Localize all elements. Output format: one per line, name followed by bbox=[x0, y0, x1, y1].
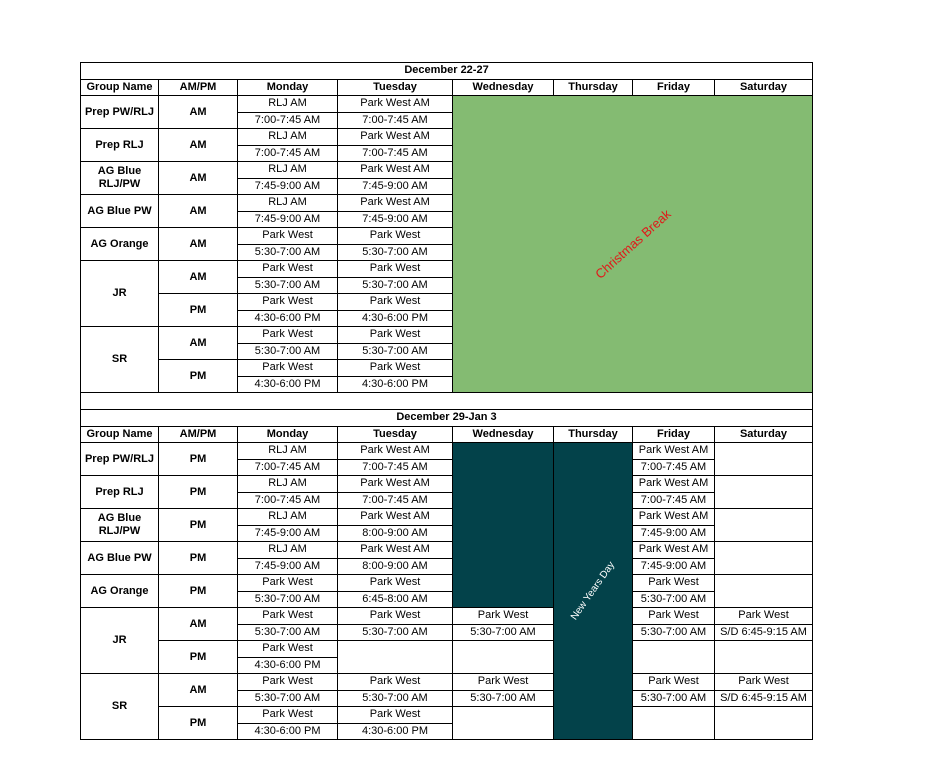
week1-header-thursday: Thursday bbox=[554, 79, 633, 96]
tuesday-location: Park West bbox=[338, 228, 453, 245]
wednesday-closed-block bbox=[453, 443, 554, 608]
friday-time: 7:45-9:00 AM bbox=[633, 558, 715, 575]
tuesday-time: 5:30-7:00 AM bbox=[338, 277, 453, 294]
wednesday-time: 5:30-7:00 AM bbox=[453, 624, 554, 641]
schedule-table bbox=[80, 62, 813, 740]
monday-location: RLJ AM bbox=[238, 509, 338, 526]
new-years-day-block bbox=[554, 443, 633, 740]
ampm-cell: PM bbox=[159, 542, 238, 575]
tuesday-time: 7:00-7:45 AM bbox=[338, 112, 453, 129]
monday-location: Park West bbox=[238, 228, 338, 245]
week1-header-wednesday: Wednesday bbox=[453, 79, 554, 96]
christmas-break-block bbox=[453, 96, 813, 393]
ampm-cell: AM bbox=[159, 195, 238, 228]
monday-location: Park West bbox=[238, 360, 338, 377]
group-name: SR bbox=[81, 327, 159, 393]
ampm-cell: PM bbox=[159, 476, 238, 509]
monday-location: RLJ AM bbox=[238, 195, 338, 212]
week-separator bbox=[81, 393, 813, 410]
group-name: AG Blue PW bbox=[81, 195, 159, 228]
saturday-empty bbox=[715, 707, 813, 740]
group-name: AG Orange bbox=[81, 228, 159, 261]
saturday-time: S/D 6:45-9:15 AM bbox=[715, 690, 813, 707]
tuesday-time: 8:00-9:00 AM bbox=[338, 558, 453, 575]
monday-time: 4:30-6:00 PM bbox=[238, 657, 338, 674]
tuesday-time: 7:00-7:45 AM bbox=[338, 492, 453, 509]
monday-location: Park West bbox=[238, 608, 338, 625]
tuesday-time: 5:30-7:00 AM bbox=[338, 690, 453, 707]
tuesday-location: Park West bbox=[338, 674, 453, 691]
friday-time: 7:00-7:45 AM bbox=[633, 492, 715, 509]
monday-location: RLJ AM bbox=[238, 96, 338, 113]
tuesday-time: 7:00-7:45 AM bbox=[338, 145, 453, 162]
ampm-cell: AM bbox=[159, 327, 238, 360]
saturday-empty bbox=[715, 575, 813, 608]
saturday-empty bbox=[715, 443, 813, 476]
tuesday-time: 5:30-7:00 AM bbox=[338, 624, 453, 641]
monday-time: 5:30-7:00 AM bbox=[238, 690, 338, 707]
ampm-cell: PM bbox=[159, 575, 238, 608]
tuesday-location: Park West AM bbox=[338, 542, 453, 559]
ampm-cell: AM bbox=[159, 129, 238, 162]
monday-location: Park West bbox=[238, 327, 338, 344]
tuesday-time: 7:00-7:45 AM bbox=[338, 459, 453, 476]
week1-header-tuesday: Tuesday bbox=[338, 79, 453, 96]
group-name: JR bbox=[81, 608, 159, 674]
friday-time: 7:45-9:00 AM bbox=[633, 525, 715, 542]
group-name: Prep RLJ bbox=[81, 476, 159, 509]
monday-location: Park West bbox=[238, 674, 338, 691]
ampm-cell: AM bbox=[159, 608, 238, 641]
ampm-cell: PM bbox=[159, 443, 238, 476]
tuesday-time: 4:30-6:00 PM bbox=[338, 310, 453, 327]
wednesday-empty bbox=[453, 641, 554, 674]
tuesday-location: Park West AM bbox=[338, 96, 453, 113]
monday-time: 5:30-7:00 AM bbox=[238, 277, 338, 294]
monday-location: Park West bbox=[238, 294, 338, 311]
week1-title: December 22-27 bbox=[81, 63, 813, 80]
week1-header-group: Group Name bbox=[81, 79, 159, 96]
monday-location: Park West bbox=[238, 707, 338, 724]
ampm-cell: PM bbox=[159, 641, 238, 674]
week2-header-wednesday: Wednesday bbox=[453, 426, 554, 443]
monday-time: 7:00-7:45 AM bbox=[238, 112, 338, 129]
monday-time: 5:30-7:00 AM bbox=[238, 343, 338, 360]
monday-time: 7:45-9:00 AM bbox=[238, 558, 338, 575]
monday-time: 7:00-7:45 AM bbox=[238, 145, 338, 162]
ampm-cell: AM bbox=[159, 162, 238, 195]
week2-header-friday: Friday bbox=[633, 426, 715, 443]
friday-time: 5:30-7:00 AM bbox=[633, 690, 715, 707]
christmas-break-label: Christmas Break bbox=[591, 206, 674, 282]
tuesday-location: Park West AM bbox=[338, 129, 453, 146]
group-name: AG Blue PW bbox=[81, 542, 159, 575]
wednesday-time: 5:30-7:00 AM bbox=[453, 690, 554, 707]
saturday-empty bbox=[715, 641, 813, 674]
tuesday-time: 4:30-6:00 PM bbox=[338, 723, 453, 740]
tuesday-location: Park West AM bbox=[338, 443, 453, 460]
monday-time: 7:45-9:00 AM bbox=[238, 525, 338, 542]
tuesday-location: Park West bbox=[338, 261, 453, 278]
friday-location: Park West AM bbox=[633, 476, 715, 493]
week2-header-tuesday: Tuesday bbox=[338, 426, 453, 443]
tuesday-location: Park West bbox=[338, 294, 453, 311]
week2-header-thursday: Thursday bbox=[554, 426, 633, 443]
saturday-location: Park West bbox=[715, 608, 813, 625]
tuesday-location: Park West bbox=[338, 707, 453, 724]
ampm-cell: PM bbox=[159, 294, 238, 327]
tuesday-location: Park West AM bbox=[338, 476, 453, 493]
group-name: Prep PW/RLJ bbox=[81, 443, 159, 476]
week1-header-friday: Friday bbox=[633, 79, 715, 96]
ampm-cell: PM bbox=[159, 509, 238, 542]
monday-time: 7:45-9:00 AM bbox=[238, 178, 338, 195]
monday-time: 4:30-6:00 PM bbox=[238, 723, 338, 740]
friday-empty bbox=[633, 707, 715, 740]
ampm-cell: PM bbox=[159, 360, 238, 393]
friday-location: Park West AM bbox=[633, 542, 715, 559]
friday-time: 5:30-7:00 AM bbox=[633, 591, 715, 608]
tuesday-location: Park West AM bbox=[338, 509, 453, 526]
friday-time: 5:30-7:00 AM bbox=[633, 624, 715, 641]
monday-location: Park West bbox=[238, 641, 338, 658]
monday-location: RLJ AM bbox=[238, 476, 338, 493]
group-name: AG Orange bbox=[81, 575, 159, 608]
group-name: Prep PW/RLJ bbox=[81, 96, 159, 129]
wednesday-empty bbox=[453, 707, 554, 740]
saturday-empty bbox=[715, 509, 813, 542]
monday-location: RLJ AM bbox=[238, 443, 338, 460]
monday-location: RLJ AM bbox=[238, 542, 338, 559]
friday-location: Park West AM bbox=[633, 509, 715, 526]
wednesday-location: Park West bbox=[453, 608, 554, 625]
friday-time: 7:00-7:45 AM bbox=[633, 459, 715, 476]
friday-location: Park West bbox=[633, 608, 715, 625]
group-name: AG Blue RLJ/PW bbox=[81, 162, 159, 195]
tuesday-time: 4:30-6:00 PM bbox=[338, 376, 453, 393]
week1-header-saturday: Saturday bbox=[715, 79, 813, 96]
group-name: AG Blue RLJ/PW bbox=[81, 509, 159, 542]
tuesday-time: 5:30-7:00 AM bbox=[338, 244, 453, 261]
ampm-cell: PM bbox=[159, 707, 238, 740]
friday-location: Park West bbox=[633, 575, 715, 592]
monday-location: RLJ AM bbox=[238, 129, 338, 146]
tuesday-time: 6:45-8:00 AM bbox=[338, 591, 453, 608]
monday-time: 7:00-7:45 AM bbox=[238, 459, 338, 476]
ampm-cell: AM bbox=[159, 674, 238, 707]
monday-time: 7:45-9:00 AM bbox=[238, 211, 338, 228]
tuesday-time: 7:45-9:00 AM bbox=[338, 211, 453, 228]
tuesday-location: Park West bbox=[338, 360, 453, 377]
week2-header-monday: Monday bbox=[238, 426, 338, 443]
friday-location: Park West bbox=[633, 674, 715, 691]
week2-header-saturday: Saturday bbox=[715, 426, 813, 443]
saturday-time: S/D 6:45-9:15 AM bbox=[715, 624, 813, 641]
week2-header-ampm: AM/PM bbox=[159, 426, 238, 443]
tuesday-location: Park West AM bbox=[338, 162, 453, 179]
ampm-cell: AM bbox=[159, 96, 238, 129]
wednesday-location: Park West bbox=[453, 674, 554, 691]
week1-header-ampm: AM/PM bbox=[159, 79, 238, 96]
monday-time: 7:00-7:45 AM bbox=[238, 492, 338, 509]
friday-location: Park West AM bbox=[633, 443, 715, 460]
tuesday-time: 5:30-7:00 AM bbox=[338, 343, 453, 360]
monday-time: 4:30-6:00 PM bbox=[238, 376, 338, 393]
monday-location: Park West bbox=[238, 261, 338, 278]
saturday-location: Park West bbox=[715, 674, 813, 691]
group-name: JR bbox=[81, 261, 159, 327]
week2-header-group: Group Name bbox=[81, 426, 159, 443]
week2-title: December 29-Jan 3 bbox=[81, 410, 813, 427]
week1-header-monday: Monday bbox=[238, 79, 338, 96]
group-name: Prep RLJ bbox=[81, 129, 159, 162]
monday-location: RLJ AM bbox=[238, 162, 338, 179]
monday-location: Park West bbox=[238, 575, 338, 592]
new-years-day-label: New Years Day bbox=[568, 559, 618, 623]
tuesday-location: Park West bbox=[338, 608, 453, 625]
tuesday-time: 7:45-9:00 AM bbox=[338, 178, 453, 195]
tuesday-location: Park West bbox=[338, 327, 453, 344]
group-name: SR bbox=[81, 674, 159, 740]
friday-empty bbox=[633, 641, 715, 674]
ampm-cell: AM bbox=[159, 228, 238, 261]
monday-time: 4:30-6:00 PM bbox=[238, 310, 338, 327]
tuesday-location: Park West bbox=[338, 575, 453, 592]
saturday-empty bbox=[715, 476, 813, 509]
saturday-empty bbox=[715, 542, 813, 575]
schedule-sheet bbox=[80, 62, 812, 740]
tuesday-time: 8:00-9:00 AM bbox=[338, 525, 453, 542]
monday-time: 5:30-7:00 AM bbox=[238, 624, 338, 641]
monday-time: 5:30-7:00 AM bbox=[238, 244, 338, 261]
monday-time: 5:30-7:00 AM bbox=[238, 591, 338, 608]
tuesday-empty bbox=[338, 641, 453, 674]
ampm-cell: AM bbox=[159, 261, 238, 294]
tuesday-location: Park West AM bbox=[338, 195, 453, 212]
